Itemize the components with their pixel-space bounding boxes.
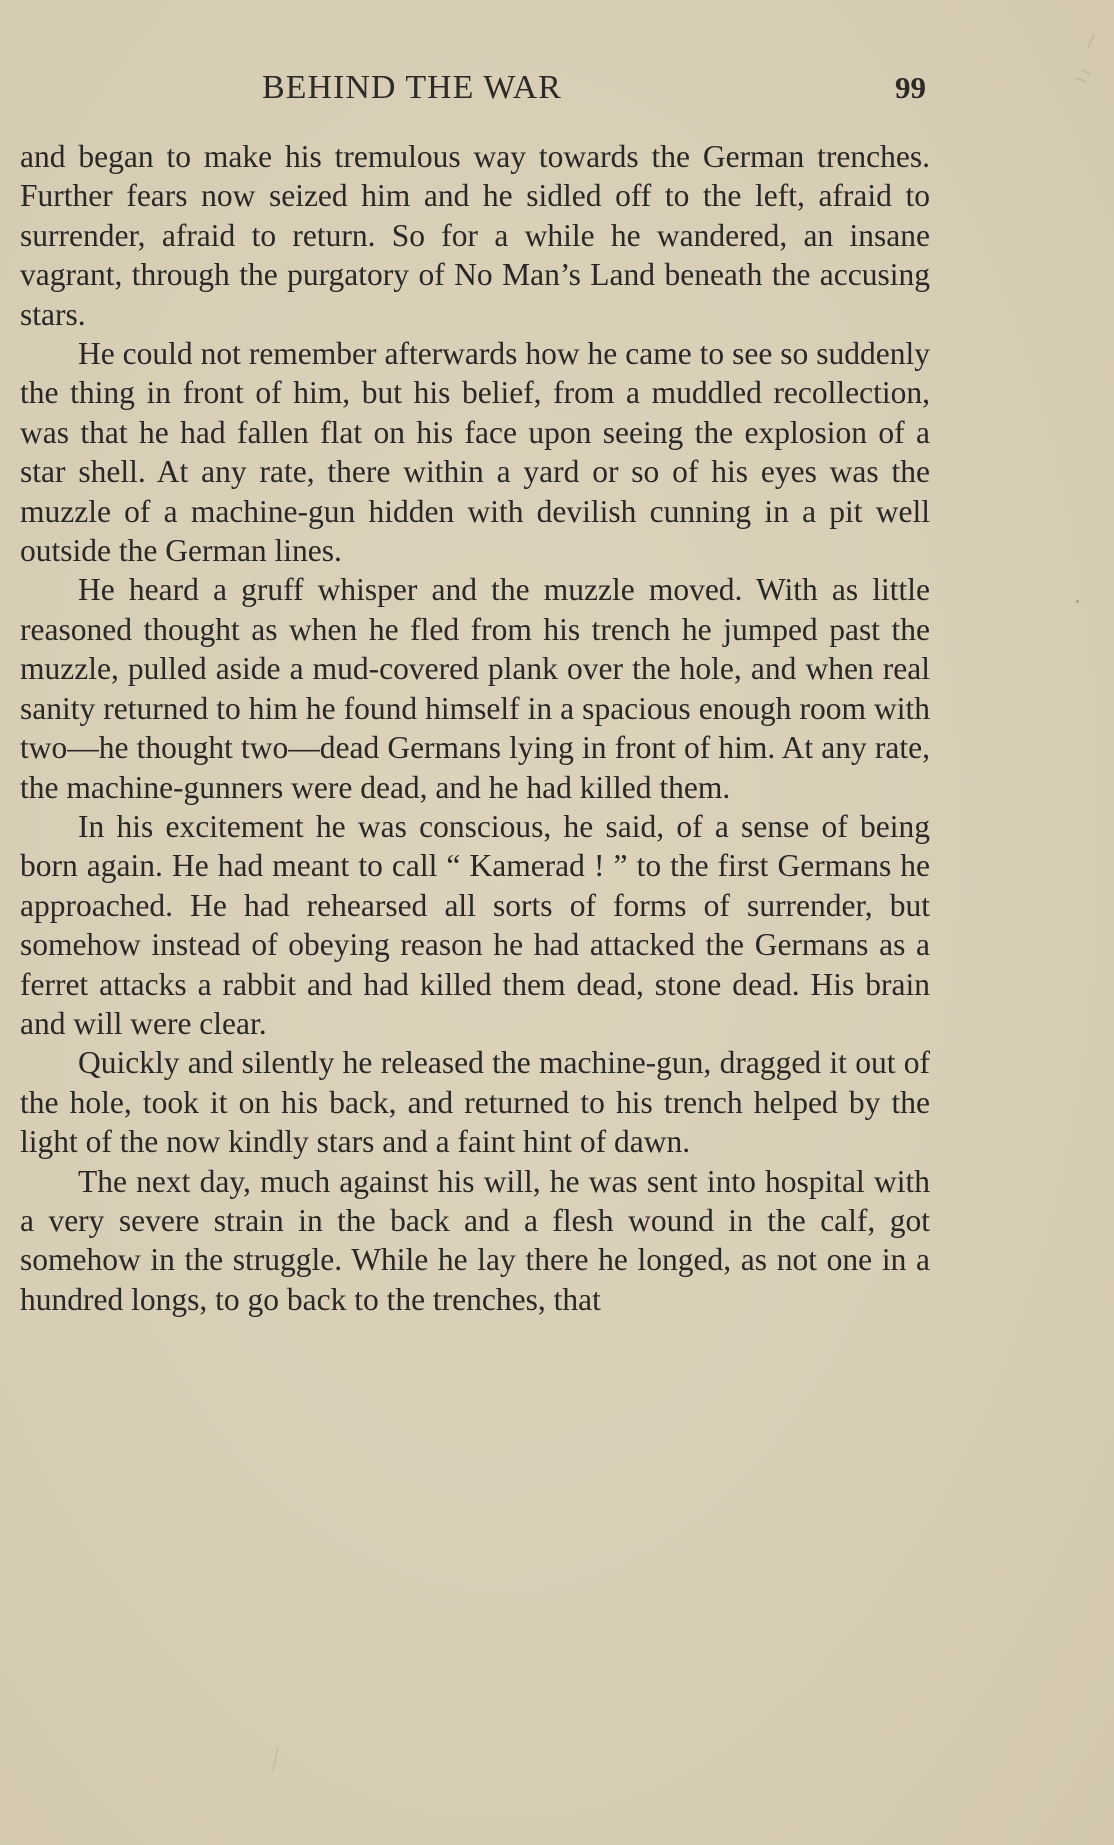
paragraph: He could not remember afterwards how he came to see so suddenly the thing in front of him, but his belief, from a muddled recollection, was that he had fallen flat on his face upon seeing the explosion of a star shell. At any rate, there within a yard or so of his eyes was the muzzle of a machine-gun hidden with devilish cunning in a pit well outside the German lines. — [20, 336, 930, 569]
running-title: BEHIND THE WAR — [262, 69, 562, 106]
margin-speck — [1076, 600, 1079, 603]
paragraph: and began to make his tremulous way towards the German trenches. Further fears now seized him and he sidled off to the left, afraid to surrender, afraid to return. So for a while he wandered, an insane vagrant, through the purgatory of No Man’s Land beneath the accusing stars. — [20, 139, 930, 332]
paragraph: He heard a gruff whisper and the muzzle moved. With as little reasoned thought as when he fled from his trench he jumped past the muzzle, pulled aside a mud-covered plank over the hole, and when real sanity returned to him he found himself in a spacious enough room with two—he thought two—dead Germans lying in front of him. At any rate, the machine-gunners were dead, and he had killed them. — [20, 572, 930, 805]
bottom-smudge — [270, 1745, 280, 1773]
paragraph: Quickly and silently he released the machine-gun, dragged it out of the hole, took it on his back, and returned to his trench helped by the light of the now kindly stars and a faint hint of dawn. — [20, 1045, 930, 1160]
running-head — [0, 64, 1114, 112]
paragraph: The next day, much against his will, he was sent into hospital with a very severe strain in the back and a flesh wound in the calf, got somehow in the struggle. While he lay there he longed, as not one in a hundred longs, to go back to the trenches, that — [20, 1163, 930, 1317]
margin-smudge — [1056, 30, 1106, 100]
body-text — [20, 137, 930, 1319]
paragraph: In his excitement he was conscious, he said, of a sense of being born again. He had meant to call “ Kamerad ! ” to the first Germans he approached. He had rehearsed all sorts of forms of surrender, but somehow instead of obeying reason he had attacked the Germans as a ferret attacks a rabbit and had killed them dead, stone dead. His brain and will were clear. — [20, 808, 930, 1041]
page-number: 99 — [895, 70, 926, 105]
